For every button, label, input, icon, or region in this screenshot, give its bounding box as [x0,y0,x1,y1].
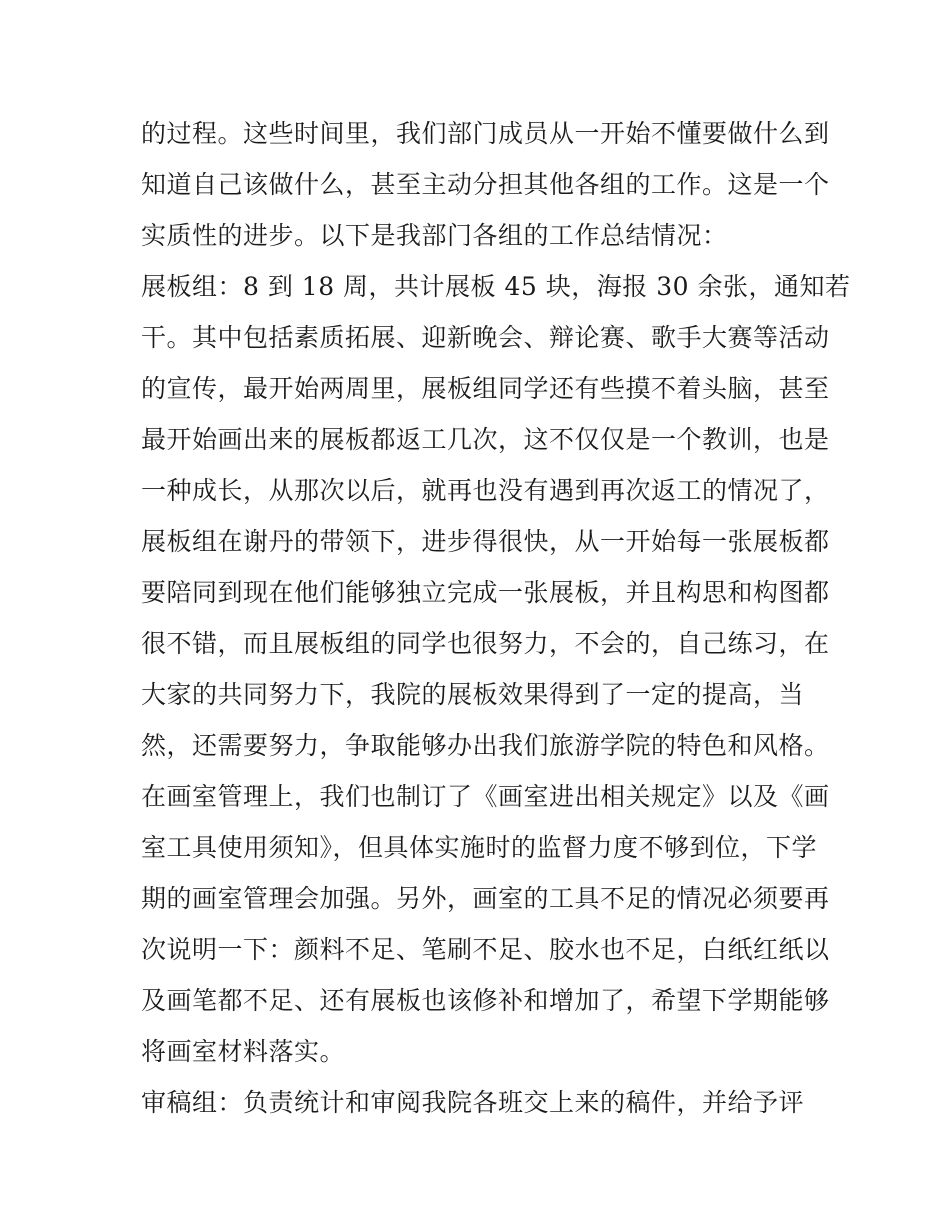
body-text [141,108,851,1128]
text-line: 的宣传，最开始两周里，展板组同学还有些摸不着头脑，甚至 [141,374,830,403]
text-line: 要陪同到现在他们能够独立完成一张展板，并且构思和构图都 [141,578,830,607]
text-line: 最开始画出来的展板都返工几次，这不仅仅是一个教训，也是 [141,425,830,454]
text-line: 室工具使用须知》，但具体实施时的监督力度不够到位，下学 [141,833,818,862]
text-line: 展板组在谢丹的带领下，进步得很快，从一开始每一张展板都 [141,527,830,556]
text-line: 很不错，而且展板组的同学也很努力，不会的，自己练习，在 [141,629,830,658]
text-line: 审稿组：负责统计和审阅我院各班交上来的稿件，并给予评 [141,1088,805,1117]
text-line: 一种成长，从那次以后，就再也没有遇到再次返工的情况了， [141,476,830,505]
text-line: 将画室材料落实。 [141,1037,346,1066]
text-line: 的过程。这些时间里，我们部门成员从一开始不懂要做什么到 [141,119,830,148]
text-line: 干。其中包括素质拓展、迎新晚会、辩论赛、歌手大赛等活动 [141,323,830,352]
text-line: 实质性的进步。以下是我部门各组的工作总结情况： [141,221,728,250]
text-line: 期的画室管理会加强。另外，画室的工具不足的情况必须要再 [141,884,830,913]
text-line: 在画室管理上，我们也制订了《画室进出相关规定》以及《画 [141,782,830,811]
text-line: 次说明一下：颜料不足、笔刷不足、胶水也不足，白纸红纸以 [141,935,830,964]
text-line: 然，还需要努力，争取能够办出我们旅游学院的特色和风格。 [141,731,830,760]
text-line: 及画笔都不足、还有展板也该修补和增加了，希望下学期能够 [141,986,830,1015]
text-line: 展板组：8 到 18 周，共计展板 45 块，海报 30 余张，通知若 [141,272,851,301]
text-line: 大家的共同努力下，我院的展板效果得到了一定的提高，当 [141,680,805,709]
text-line: 知道自己该做什么，甚至主动分担其他各组的工作。这是一个 [141,170,830,199]
